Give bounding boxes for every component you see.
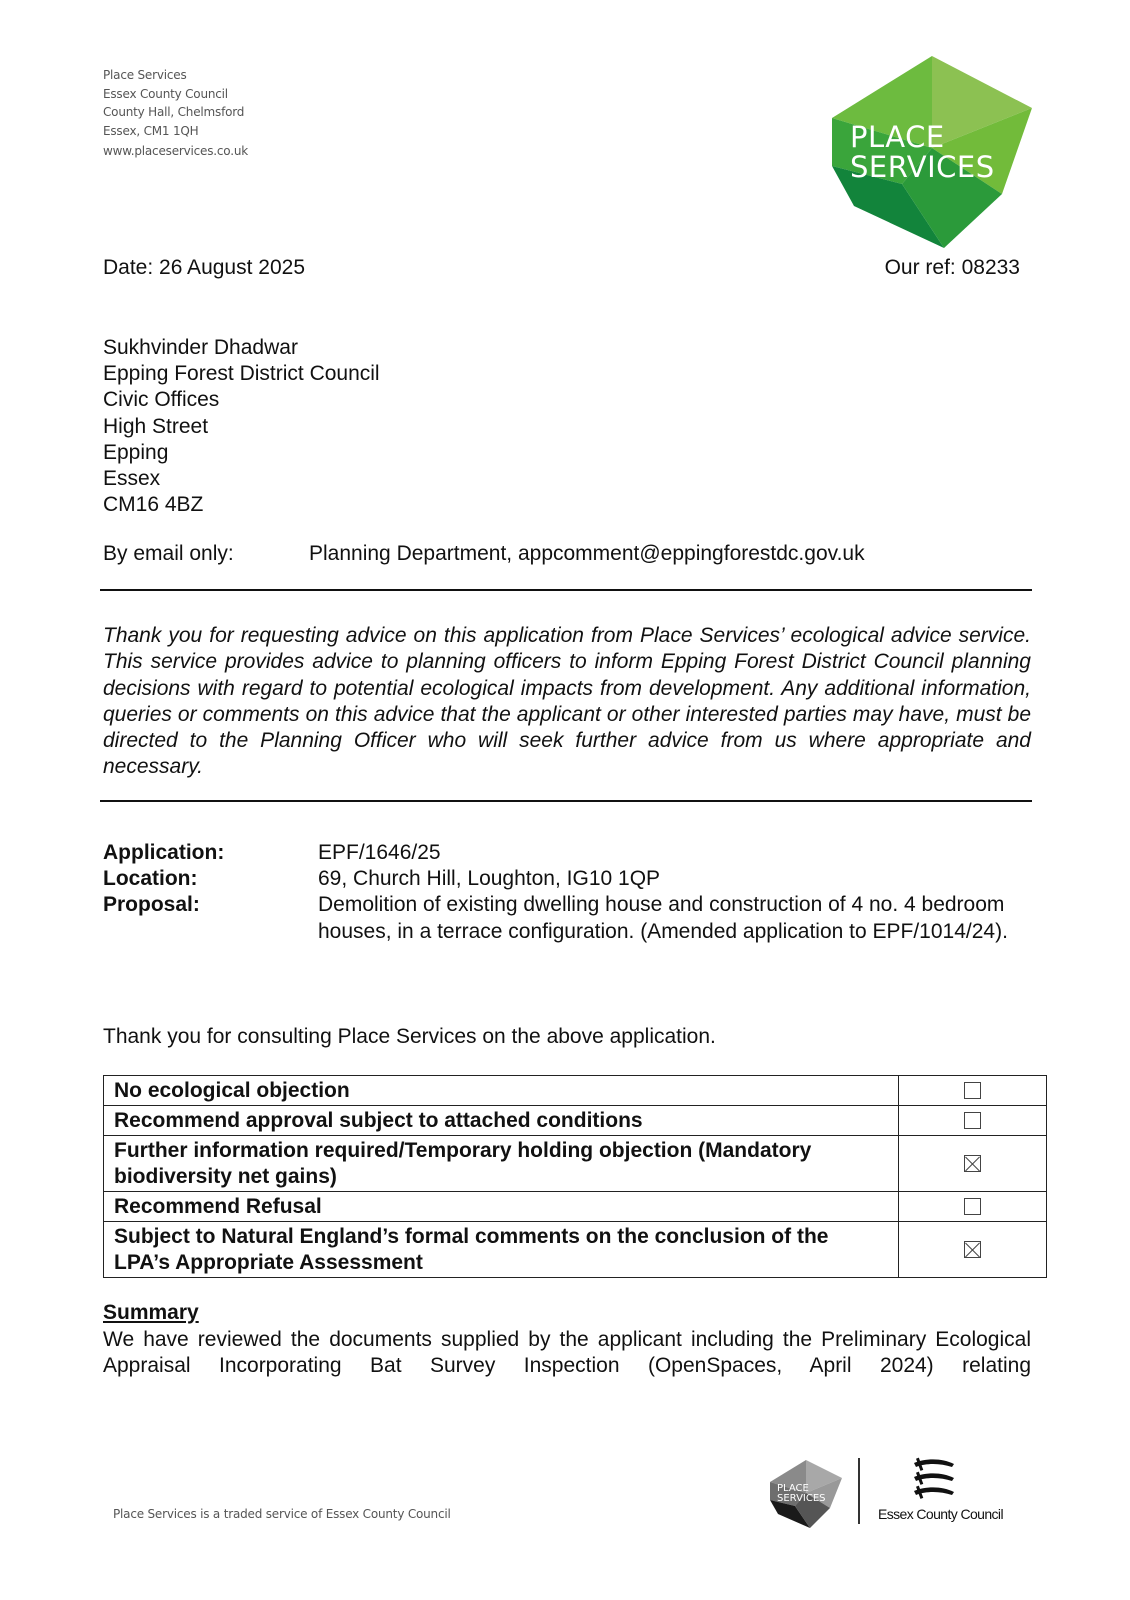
checkbox-unchecked-icon[interactable] bbox=[964, 1198, 981, 1215]
sender-line: County Hall, Chelmsford bbox=[103, 105, 245, 119]
email-value: Planning Department, appcomment@eppingforestdc.gov.uk bbox=[309, 542, 865, 565]
recipient-line: CM16 4BZ bbox=[103, 493, 204, 517]
table-row bbox=[104, 1106, 1047, 1136]
checkbox-checked-icon[interactable] bbox=[964, 1155, 981, 1172]
email-row bbox=[103, 542, 865, 566]
checkbox-unchecked-icon[interactable] bbox=[964, 1082, 981, 1099]
recipient-line: Epping Forest District Council bbox=[103, 362, 380, 386]
recipient-line: Civic Offices bbox=[103, 388, 220, 412]
logo-line2: SERVICES bbox=[850, 150, 995, 184]
sender-website: www.placeservices.co.uk bbox=[103, 144, 248, 158]
detail-label: Proposal: bbox=[103, 893, 200, 917]
detail-value: Demolition of existing dwelling house and construction of 4 no. 4 bedroom houses, in a terrace configuration. (Amended application to EPF/1014/24). bbox=[318, 893, 1008, 943]
letter-reference: Our ref: 08233 bbox=[884, 256, 1020, 279]
application-details bbox=[103, 840, 1018, 945]
recipient-line: Sukhvinder Dhadwar bbox=[103, 336, 298, 359]
letter-date: Date: 26 August 2025 bbox=[103, 256, 305, 279]
option-label: Recommend approval subject to attached conditions bbox=[104, 1106, 899, 1136]
detail-value: 69, Church Hill, Loughton, IG10 1QP bbox=[318, 867, 661, 891]
detail-row-application bbox=[103, 840, 1018, 866]
recipient-address bbox=[103, 335, 380, 518]
email-label: By email only: bbox=[103, 542, 234, 565]
table-row bbox=[104, 1136, 1047, 1192]
footer-text: Place Services is a traded service of Essex County Council bbox=[113, 1507, 451, 1521]
intro-paragraph: Thank you for requesting advice on this application from Place Services’ ecological advice service. This service provides advice to planning officers to inform Epping Forest District Council planning decisions with regard to potential ecological impacts from development. Any additional information, queries or comments on this advice that the applicant or other interested parties may have, must be directed to the Planning Officer who will seek further advice from us where appropriate and necessary. bbox=[103, 624, 1031, 779]
recipient-line: Essex bbox=[103, 467, 161, 491]
thanks-line: Thank you for consulting Place Services on the above application. bbox=[103, 1025, 716, 1048]
summary-paragraph: We have reviewed the documents supplied by the applicant including the Preliminary Ecological Appraisal Incorporating Bat Survey Inspection (OpenSpaces, April 2024) relating bbox=[103, 1328, 1031, 1378]
sender-line: Essex County Council bbox=[103, 86, 228, 101]
recipient-line: High Street bbox=[103, 414, 209, 438]
checkbox-unchecked-icon[interactable] bbox=[964, 1112, 981, 1129]
footer-place-services-logo bbox=[770, 1460, 842, 1528]
option-label: Further information required/Temporary holding objection (Mandatory biodiversity net gains) bbox=[104, 1136, 899, 1192]
divider bbox=[100, 800, 1032, 802]
essex-county-council-logo bbox=[876, 1455, 1016, 1527]
sender-address bbox=[103, 66, 248, 161]
option-label: Recommend Refusal bbox=[104, 1192, 899, 1222]
checkbox-checked-icon[interactable] bbox=[964, 1241, 981, 1258]
option-label: Subject to Natural England’s formal comments on the conclusion of the LPA’s Appropriate Assessment bbox=[104, 1222, 899, 1278]
detail-label: Application: bbox=[103, 841, 225, 864]
logo-line1: PLACE bbox=[850, 120, 945, 154]
detail-value: EPF/1646/25 bbox=[318, 841, 441, 864]
place-services-logo bbox=[832, 56, 1032, 248]
recommendation-table bbox=[103, 1075, 1047, 1278]
table-row bbox=[104, 1192, 1047, 1222]
summary-heading: Summary bbox=[103, 1301, 199, 1324]
table-row bbox=[104, 1076, 1047, 1106]
footer-divider bbox=[858, 1458, 860, 1524]
table-row bbox=[104, 1222, 1047, 1278]
recipient-line: Epping bbox=[103, 440, 169, 464]
sender-line: Place Services bbox=[103, 68, 187, 82]
option-label: No ecological objection bbox=[104, 1076, 899, 1106]
detail-row-location bbox=[103, 866, 1018, 892]
footer-logo-line2: SERVICES bbox=[777, 1493, 826, 1504]
footer-logo-line1: PLACE bbox=[777, 1483, 809, 1494]
sender-line: Essex, CM1 1QH bbox=[103, 123, 199, 138]
ecc-logo-text: Essex County Council bbox=[878, 1506, 1003, 1522]
detail-row-proposal bbox=[103, 892, 1018, 944]
divider bbox=[100, 589, 1032, 591]
seaxes-icon bbox=[876, 1455, 1016, 1505]
detail-label: Location: bbox=[103, 867, 198, 891]
